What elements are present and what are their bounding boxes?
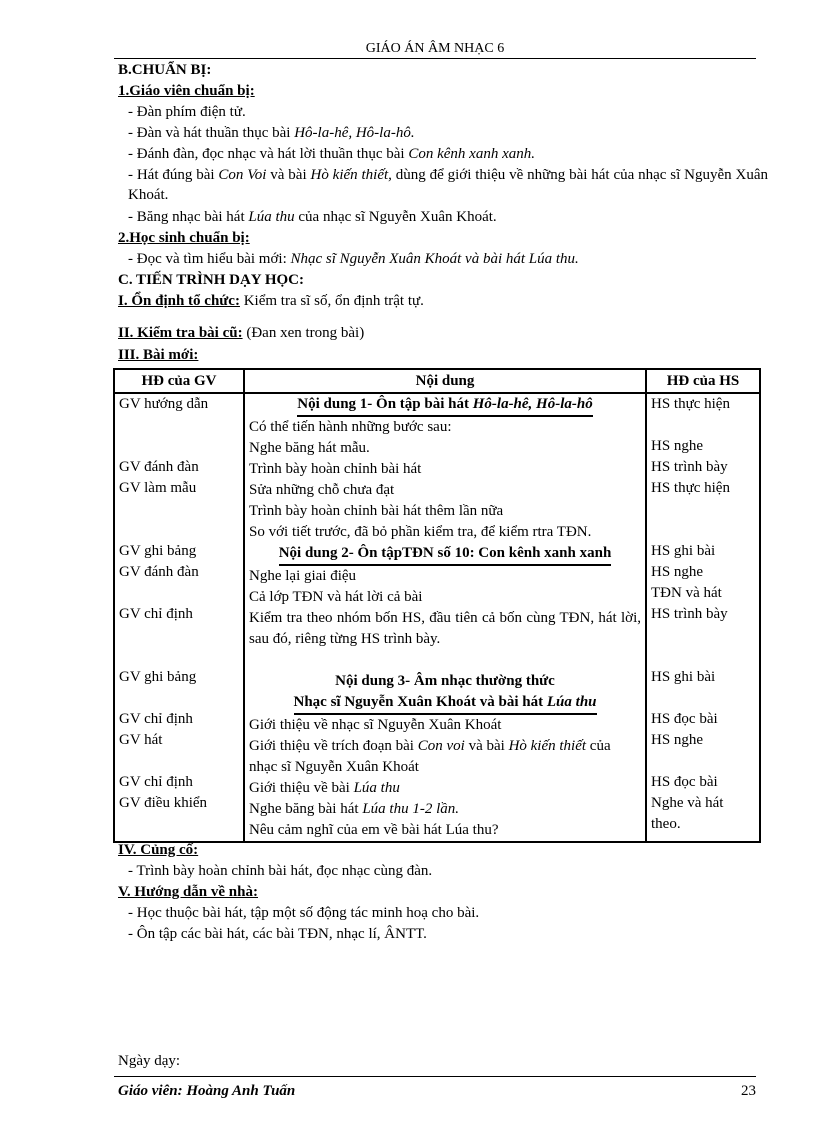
section-prep-title: B.CHUẨN BỊ: — [118, 62, 212, 78]
homework-title: V. Hướng dẫn về nhà: — [118, 884, 258, 900]
col-header-content: Nội dung — [244, 369, 646, 393]
homework-item-2: - Ôn tập các bài hát, các bài TĐN, nhạc lí, ÂNTT. — [128, 926, 427, 942]
content-section-3-title: Nội dung 3- Âm nhạc thường thức — [335, 673, 555, 689]
teacher-item-5: - Băng nhạc bài hát Lúa thu của nhạc sĩ Nguyễn Xuân Khoát. — [128, 209, 497, 225]
homework-item-1: - Học thuộc bài hát, tập một số động tác minh hoạ cho bài. — [128, 905, 480, 921]
table-header-row — [114, 369, 760, 393]
page-number: 23 — [741, 1083, 756, 1099]
teacher-item-1: - Đàn phím điện tử. — [128, 104, 246, 120]
student-prep-title: 2.Học sinh chuẩn bị: — [118, 230, 250, 246]
teacher-item-4: - Hát đúng bài Con Voi và bài Hò kiến thiết, dùng để giới thiệu về những bài hát của nhạc sĩ Nguyễn Xuân Khoát. — [128, 167, 768, 203]
content-section-3-subtitle: Nhạc sĩ Nguyễn Xuân Khoát và bài hát Lúa thu — [249, 692, 641, 715]
teacher-activity-column: GV hướng dẫn GV đánh đàn GV làm mẫu GV ghi bảng GV đánh đàn GV chỉ định GV ghi bảng GV chỉ định GV hát GV chỉ định GV điều khiển — [114, 393, 244, 842]
date-label: Ngày dạy: — [118, 1053, 181, 1069]
process-title: C. TIẾN TRÌNH DẠY HỌC: — [118, 272, 304, 288]
content-column: Nội dung 1- Ôn tập bài hát Hô-la-hê, Hô-la-hô Có thể tiến hành những bước sau: Nghe băng hát mẫu. Trình bày hoàn chỉnh bài hát Sửa những chỗ chưa đạt Trình bày hoàn chỉnh bài hát thêm lần nữa So với tiết trước, đã bỏ phần kiểm tra, để kiểm rtra TĐN. Nội dung 2- Ôn tậpTĐN số 10: Con kênh xanh xanh Nghe lại giai điệu Cả lớp TĐN và hát lời cả bài Kiểm tra theo nhóm bốn HS, đầu tiên cả bốn cùng TĐN, hát lời, sau đó, riêng từng HS trình bày. Nội dung 3- Âm nhạc thường thức Nhạc sĩ Nguyễn Xuân Khoát và bài hát Lúa thu Giới thiệu về nhạc sĩ Nguyễn Xuân Khoát Giới thiệu về trích đoạn bài Con voi và bài Hò kiến thiết của nhạc sĩ Nguyễn Xuân Khoát Giới thiệu về bài Lúa thu Nghe băng bài hát Lúa thu 1-2 lần. Nêu cảm nghĩ của em về bài hát Lúa thu? — [244, 393, 646, 842]
col-header-student: HĐ của HS — [646, 369, 760, 393]
page-header: GIÁO ÁN ÂM NHẠC 6 — [114, 40, 756, 59]
student-activity-column: HS thực hiện HS nghe HS trình bày HS thực hiện HS ghi bài HS nghe TĐN và hát HS trình bày HS ghi bài HS đọc bài HS nghe HS đọc bài Nghe và hát theo. — [646, 393, 760, 842]
content-section-2-title: Nội dung 2- Ôn tậpTĐN số 10: Con kênh xanh xanh — [249, 543, 641, 566]
content-section-1-title: Nội dung 1- Ôn tập bài hát Hô-la-hê, Hô-la-hô — [249, 394, 641, 417]
teacher-prep-title: 1.Giáo viên chuẩn bị: — [118, 83, 255, 99]
col-header-teacher: HĐ của GV — [114, 369, 244, 393]
footer-divider — [114, 1076, 756, 1077]
consolidate-title: IV. Củng cố: — [118, 842, 199, 858]
consolidate-item: - Trình bày hoàn chỉnh bài hát, đọc nhạc cùng đàn. — [128, 863, 433, 879]
section-1: I. Ổn định tổ chức: Kiểm tra sĩ số, ổn định trật tự. — [118, 293, 424, 309]
section-3-title: III. Bài mới: — [118, 347, 199, 363]
teacher-item-3: - Đánh đàn, đọc nhạc và hát lời thuần thục bài Con kênh xanh xanh. — [128, 146, 535, 162]
lesson-table — [113, 368, 761, 843]
table-body-row — [114, 393, 760, 842]
footer-teacher: Giáo viên: Hoàng Anh Tuấn — [118, 1083, 296, 1099]
teacher-item-2: - Đàn và hát thuần thục bài Hô-la-hê, Hô-la-hô. — [128, 125, 415, 141]
student-item: - Đọc và tìm hiểu bài mới: Nhạc sĩ Nguyễn Xuân Khoát và bài hát Lúa thu. — [128, 251, 579, 267]
section-2: II. Kiểm tra bài cũ: (Đan xen trong bài) — [118, 325, 365, 341]
